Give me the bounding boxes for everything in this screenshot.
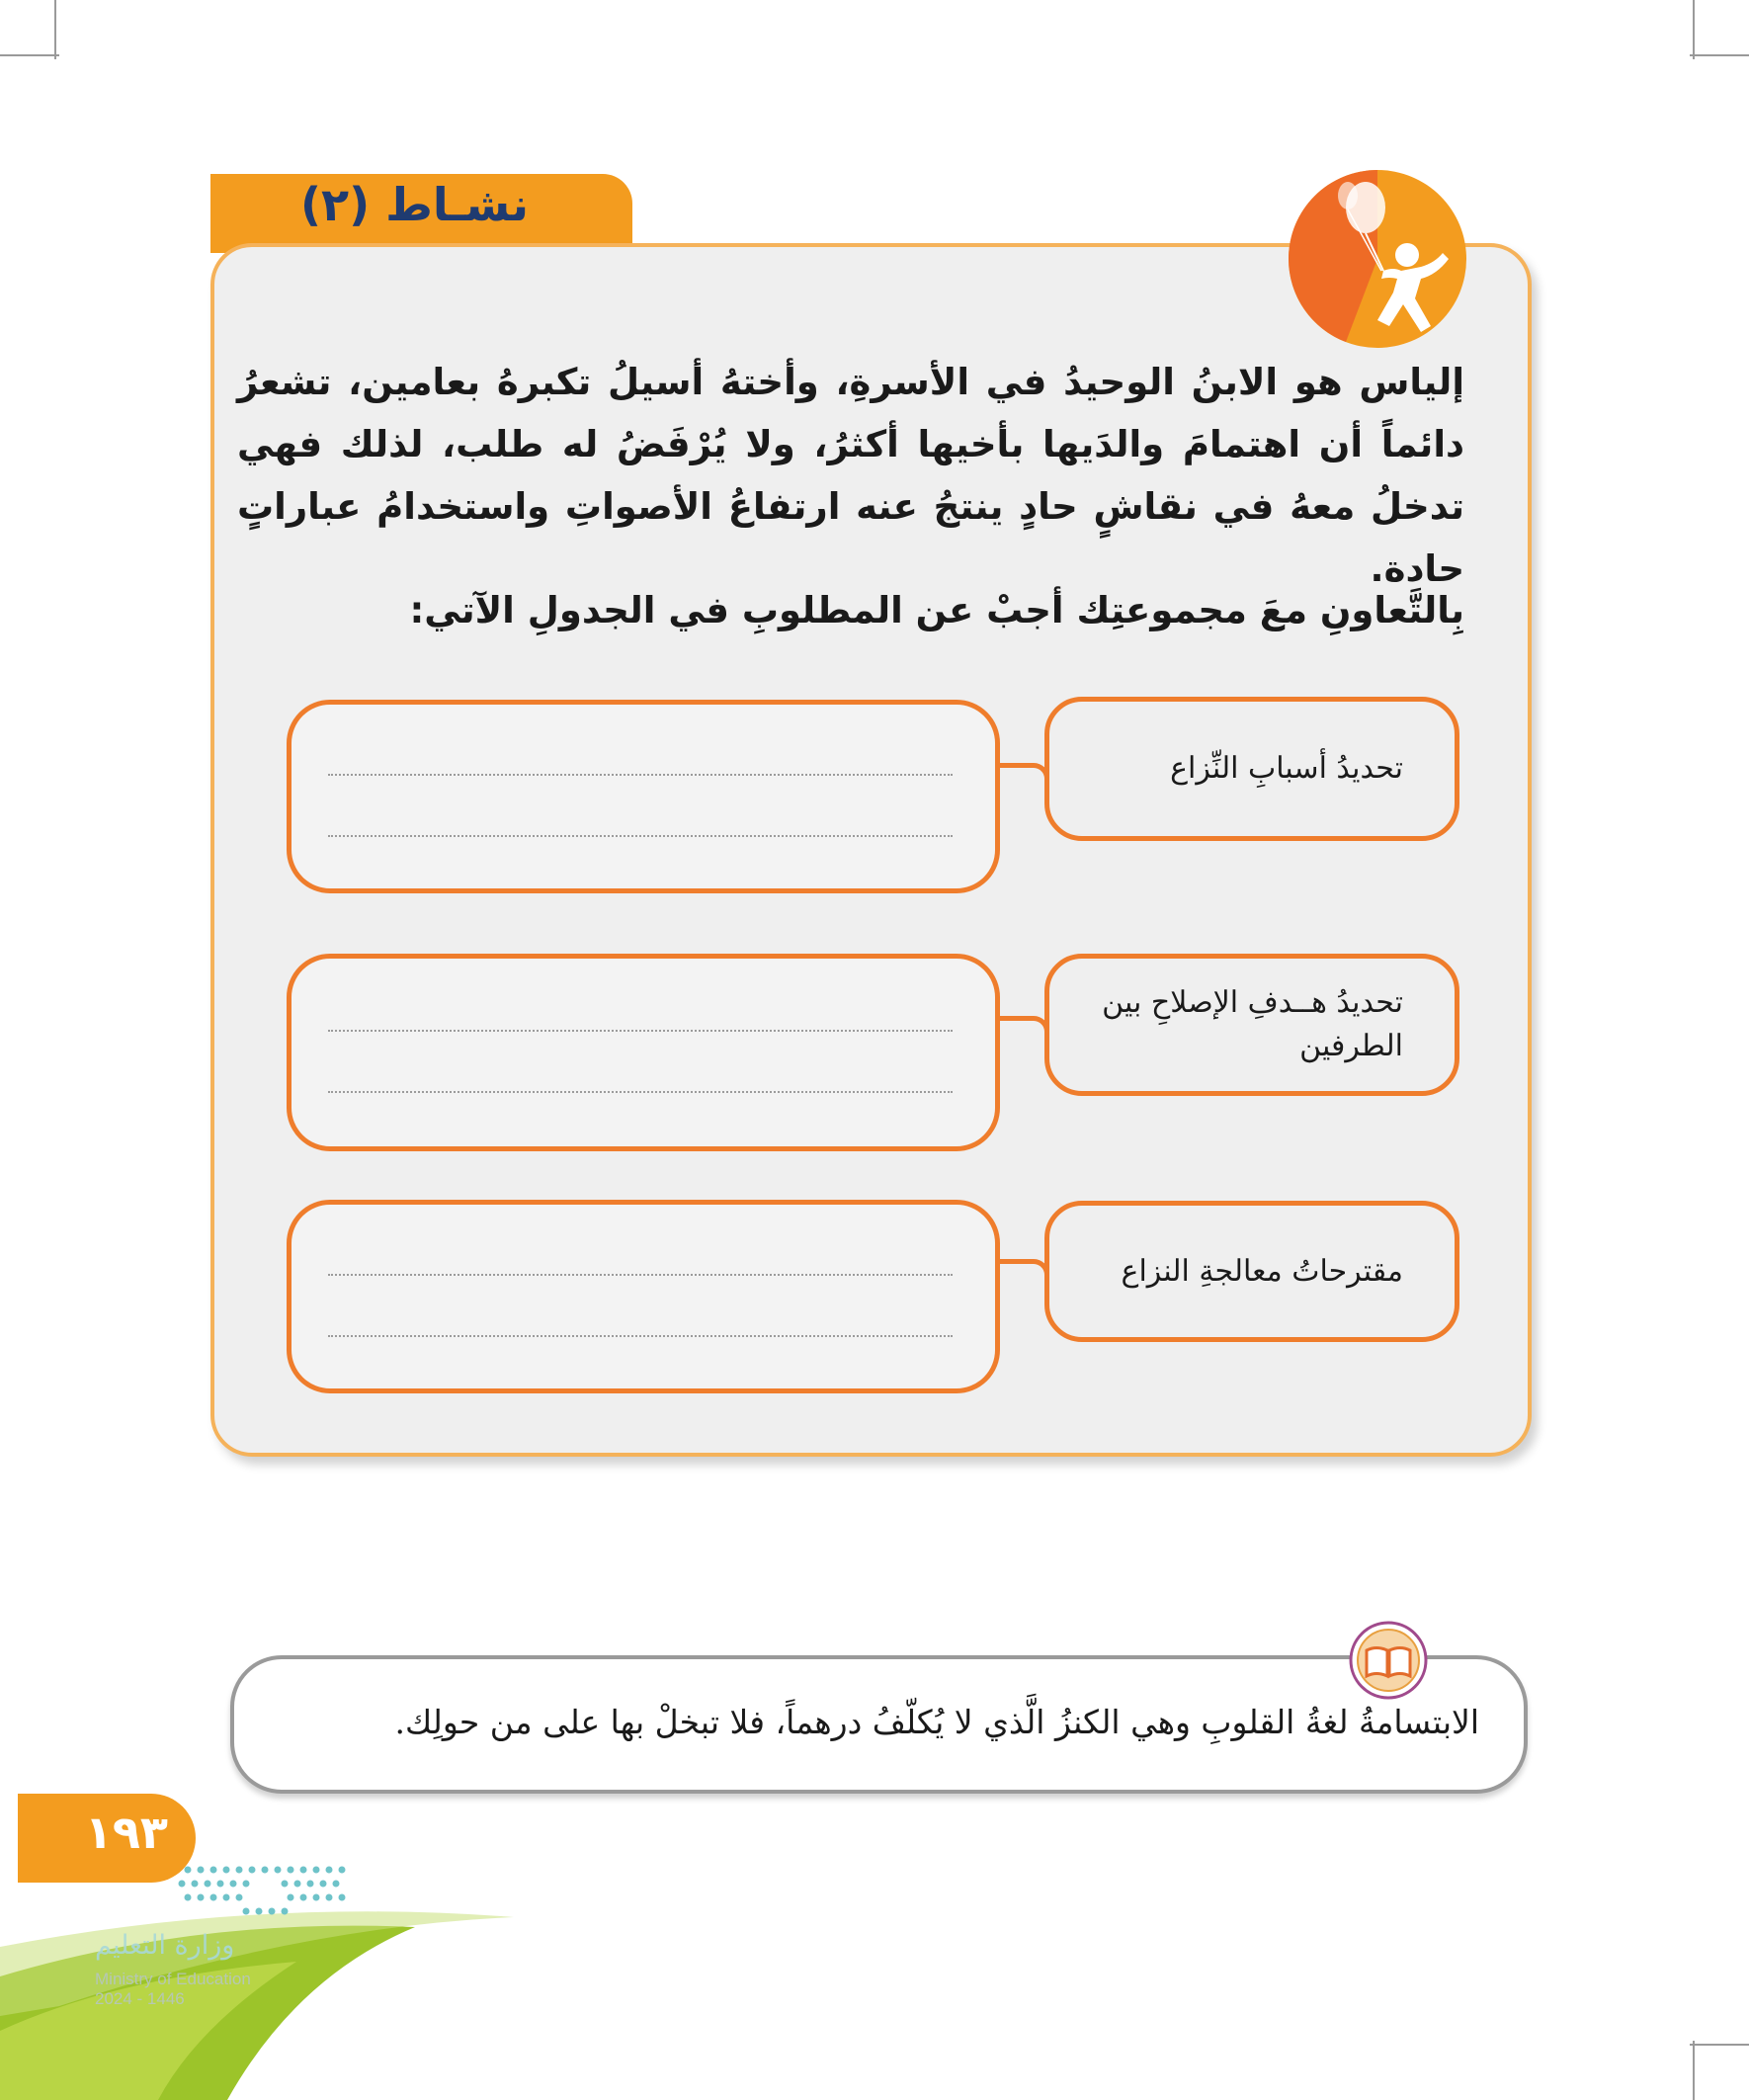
crop-mark — [1693, 0, 1695, 59]
page-number: ١٩٣ — [84, 1806, 168, 1859]
story-paragraph: إلياس هو الابنُ الوحيدُ في الأسرةِ، وأختهُ أسيلُ تكبرهُ بعامين، تشعرُ دائماً أن اهتمامَ والدَيها بأخيها أكثرُ، ولا يُرْفَضُ له طلب، لذلك فهي تدخلُ معهُ في نقاشٍ حادٍ ينتجُ عنه ارتفاعُ الأصواتِ واستخدامُ عباراتٍ حادة. — [237, 361, 1464, 590]
connector — [998, 1259, 1049, 1277]
label-box-goal — [1044, 954, 1459, 1096]
label-box-suggestions — [1044, 1201, 1459, 1342]
ministry-name-en: Ministry of Education — [95, 1970, 251, 1988]
answer-line — [328, 1274, 953, 1276]
row-label: مقترحاتُ معالجةِ النزاع — [1121, 1253, 1403, 1289]
row-label: تحديدُ هــدفِ الإصلاحِ بين الطرفين — [1102, 985, 1403, 1063]
answer-box-suggestions[interactable] — [287, 1200, 1000, 1393]
activity-title: نشـاط (٢) — [300, 178, 529, 231]
crop-mark — [54, 0, 56, 59]
tip-box — [230, 1655, 1528, 1794]
label-box-causes — [1044, 697, 1459, 841]
answer-line — [328, 835, 953, 837]
answer-line — [328, 1030, 953, 1032]
answer-line — [328, 1335, 953, 1337]
answer-line — [328, 1091, 953, 1093]
answer-box-goal[interactable] — [287, 954, 1000, 1151]
activity-tab — [210, 174, 632, 253]
footer-wave-art — [0, 1858, 1749, 2100]
edition-year: 2024 - 1446 — [95, 1989, 185, 2008]
tip-text: الابتسامةُ لغةُ القلوبِ وهي الكنزُ الَّذي لا يُكلّفُ درهماً، فلا تبخلْ بها على من حولِك. — [394, 1703, 1479, 1741]
connector — [998, 1016, 1049, 1034]
open-book-icon — [1339, 1621, 1438, 1700]
answer-box-causes[interactable] — [287, 700, 1000, 893]
activity-logo-icon — [1287, 168, 1468, 350]
crop-mark — [0, 54, 59, 56]
page-number-tab — [18, 1794, 196, 1883]
answer-line — [328, 774, 953, 776]
row-label: تحديدُ أسبابِ النِّزاع — [1170, 751, 1403, 786]
instruction-text: بِالتَّعاونِ معَ مجموعتِك أجبْ عن المطلوبِ في الجدولِ الآتي: — [409, 589, 1464, 631]
crop-mark — [1690, 54, 1749, 56]
ministry-name-ar: وزارة التعليم — [95, 1930, 235, 1961]
connector — [998, 763, 1049, 781]
